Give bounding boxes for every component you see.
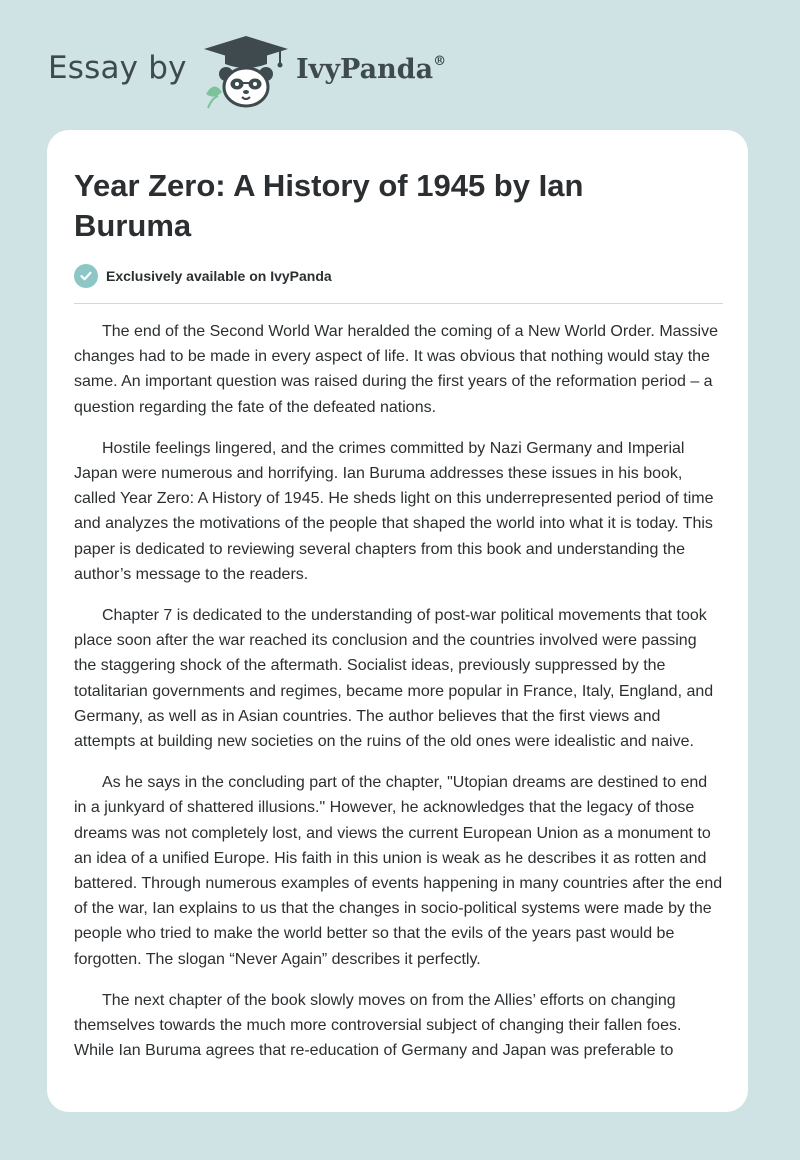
divider [74, 303, 723, 304]
paragraph: As he says in the concluding part of the chapter, "Utopian dreams are destined to end in a junkyard of shattered illusions." However, he acknowledges that the legacy of those dreams was not completely lost, and views the current European Union as a monument to an idea of a unified Europe. His faith in this union is weak as he describes it as rotten and battered. Through numerous examples of events happening in many countries after the end of the war, Ian explains to us that the changes in socio-political systems were made by the people who tried to make the world better so that the evils of the years past would be forgotten. The slogan “Never Again” describes it perfectly. [74, 774, 723, 968]
exclusive-badge [74, 263, 332, 289]
check-icon [74, 264, 98, 288]
brand-name-text: IvyPanda [296, 54, 434, 85]
paragraph: Hostile feelings lingered, and the crimes committed by Nazi Germany and Imperial Japan were numerous and horrifying. Ian Buruma addresses these issues in his book, called Year Zero: A History of 1945. He sheds light on this underrepresented period of time and analyzes the motivations of the people that shaped the world into what it is today. This paper is dedicated to reviewing several chapters from this book and understanding the author’s message to the readers. [74, 439, 714, 583]
ivypanda-wordmark[interactable] [296, 54, 446, 85]
paragraph: The next chapter of the book slowly moves on from the Allies’ efforts on changing themselves towards the much more controversial subject of changing their fallen foes. While Ian Buruma agrees that re-education of Germany and Japan was preferable to [74, 991, 682, 1060]
paragraph: Chapter 7 is dedicated to the understanding of post-war political movements that took place soon after the war reached its conclusion and the countries involved were passing the staggering shock of the aftermath. Socialist ideas, previously suppressed by the totalitarian governments and regimes, became more popular in France, Italy, England, and Germany, as well as in Asian countries. The author believes that the first views and attempts at building new societies on the ruins of the old ones were idealistic and naive. [74, 607, 714, 751]
article-card [47, 130, 748, 1112]
paragraph: The end of the Second World War heralded the coming of a New World Order. Massive changes had to be made in every aspect of life. It was obvious that nothing would stay the same. An important question was raised during the first years of the reformation period – a question regarding the fate of the defeated nations. [74, 323, 718, 416]
panda-graduate-logo-icon[interactable] [200, 34, 292, 110]
article-title: Year Zero: A History of 1945 by Ian Buruma [74, 168, 584, 243]
article-body [74, 319, 723, 1079]
site-header [0, 0, 800, 130]
essay-by-label: Essay by [48, 50, 187, 86]
registered-mark: ® [433, 54, 447, 69]
exclusive-badge-label: Exclusively available on IvyPanda [106, 268, 332, 284]
